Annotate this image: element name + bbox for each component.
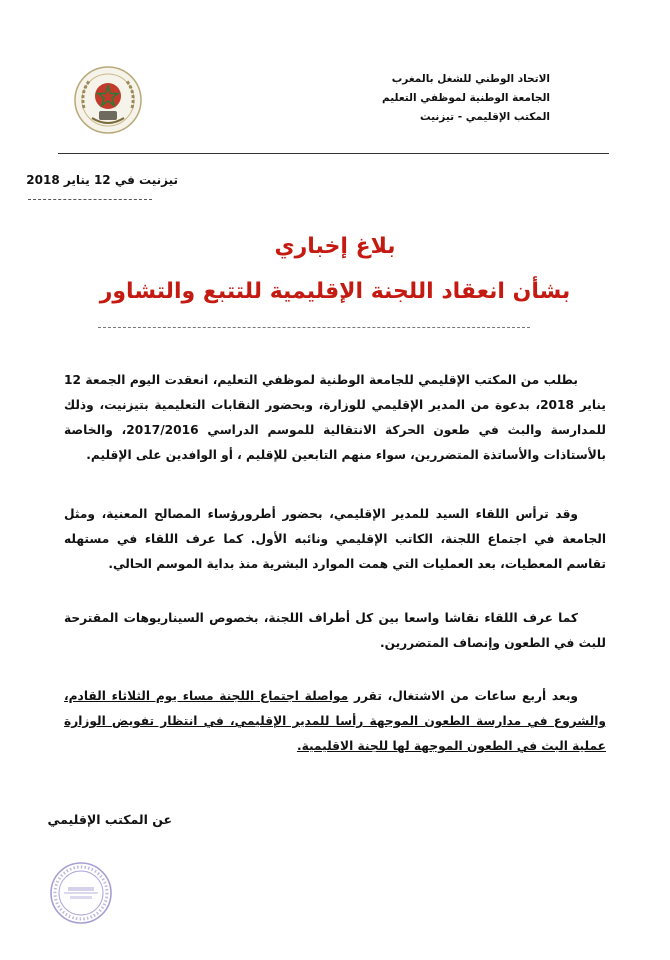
round-official-stamp (48, 860, 114, 926)
letterhead-line-3: المكتب الإقليمي - تيزنيت (419, 111, 550, 123)
body-paragraph-2 (64, 502, 606, 577)
union-emblem-logo (70, 62, 146, 138)
document-title: بلاغ إخباري (274, 234, 396, 259)
paragraph-3-text: كما عرف اللقاء نقاشا واسعا بين كل أطراف اللجنة، بخصوص السيناريوهات المقترحة للبث في الطعون وإنصاف المتضررين. (64, 611, 606, 650)
letterhead-line-2: الجامعة الوطنية لموظفي التعليم (382, 92, 550, 104)
date-underline (28, 199, 152, 200)
body-paragraph-4 (64, 684, 606, 759)
paragraph-4-decision: مواصلة اجتماع اللجنة مساء يوم الثلاثاء القادم، والشروع في مدارسة الطعون الموجهة رأسا للمدير الإقليمي، في انتظار تفويض الوزارة عملية البث في الطعون الموجهة لها للجنة الاقليمية. (64, 689, 606, 753)
document-subtitle: بشأن انعقاد اللجنة الإقليمية للتتبع والتشاور (99, 279, 571, 304)
title-divider (98, 327, 530, 328)
paragraph-2-text: وقد ترأس اللقاء السيد للمدير الإقليمي، بحضور أطرورؤساء المصالح المعنية، ومثل الجامعة في اجتماع اللجنة، الكاتب الإقليمي ونائبه الأول. كما عرف اللقاء في مستهله تقاسم المعطيات، بعد العمليات التي همت الموارد البشرية منذ بداية الموسم الحالي. (64, 507, 606, 571)
paragraph-1-text: بطلب من المكتب الإقليمي للجامعة الوطنية لموظفي التعليم، انعقدت اليوم الجمعة 12 يناير 2018، بدعوة من المدير الإقليمي للوزارة، وبحضور النقابات التعليمية بتيزنيت، وذلك للمدارسة والبث في طعون الحركة الانتقالية للموسم الدراسي 2017/2016، والخاصة بالأستاذات والأساتذة المتضررين، سواء منهم التابعين للإقليم ، أو الوافدين على الإقليم. (64, 373, 606, 462)
letterhead (382, 70, 550, 127)
header-divider (58, 153, 609, 154)
body-paragraph-1 (64, 368, 606, 468)
letterhead-line-1: الاتحاد الوطني للشغل بالمغرب (391, 73, 550, 85)
paragraph-4-text: وبعد أربع ساعات من الاشتغال، تقرر (348, 689, 578, 703)
signature-line: عن المكتب الإقليمي (47, 812, 172, 827)
body-paragraph-3 (64, 606, 606, 656)
letter-date: تيزنيت في 12 يناير 2018 (26, 173, 178, 187)
